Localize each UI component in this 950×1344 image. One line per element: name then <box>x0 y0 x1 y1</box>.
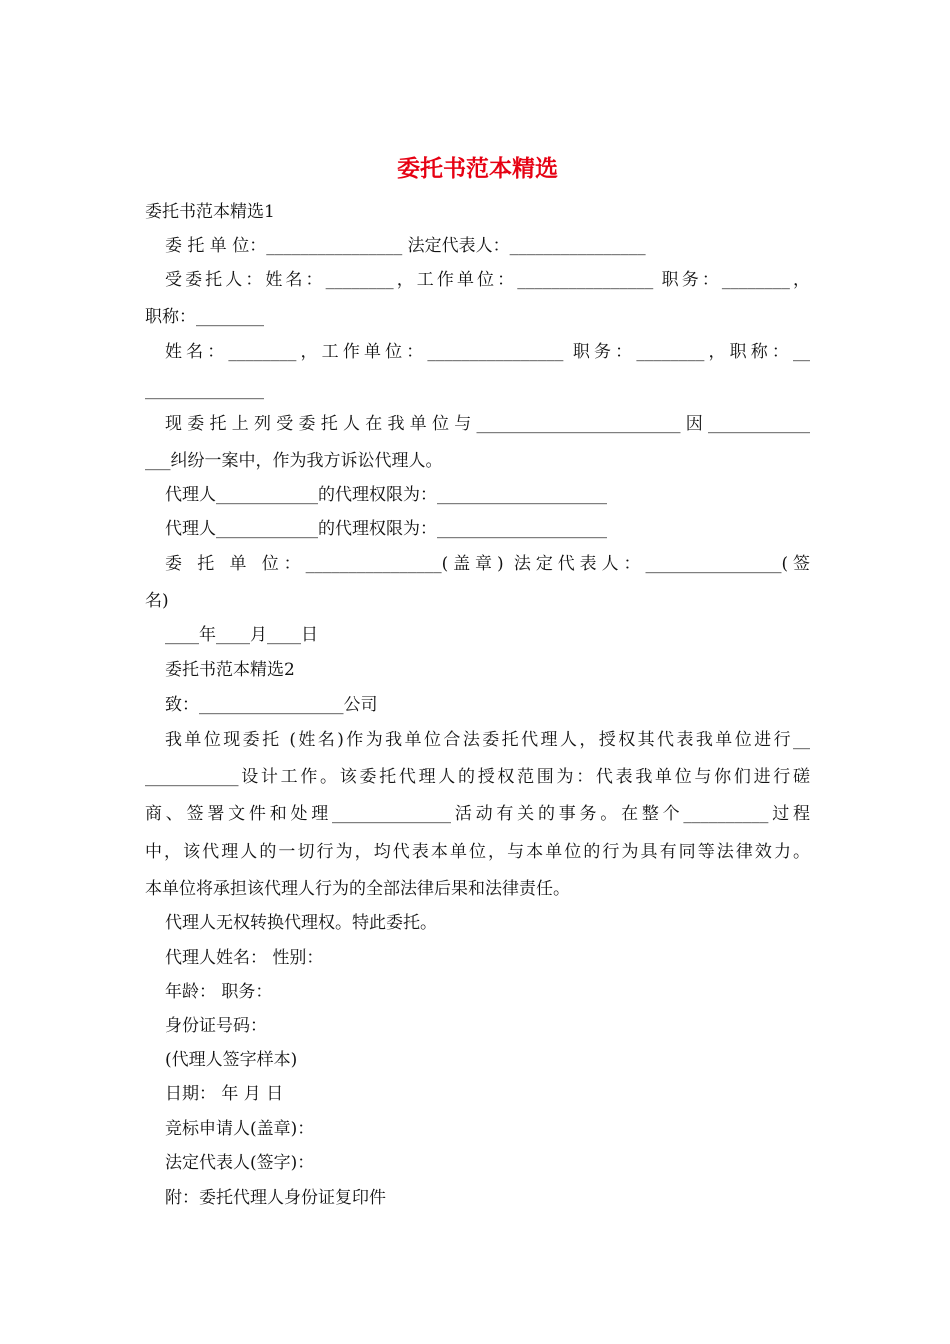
agent2-line: 姓名：________，工作单位：________________ 职务：________，职称：__ <box>165 342 810 362</box>
authorization-paragraph-line-3: 商、签署文件和处理______________活动有关的事务。在整个__________过程 <box>145 804 810 824</box>
agent1-line: 受委托人：姓名：________，工作单位：________________ 职务：________， <box>165 270 810 290</box>
legal-rep-signature-line: 法定代表人(签字)： <box>165 1153 315 1173</box>
attachment-line: 附：委托代理人身份证复印件 <box>165 1188 386 1208</box>
addressee-line: 致：_________________公司 <box>165 695 378 715</box>
signature-sample-line: (代理人签字样本) <box>165 1050 298 1070</box>
agent2-title-line: ______________ <box>145 380 264 400</box>
client-line: 委 托 单 位：________________ 法定代表人：________________ <box>165 236 646 256</box>
signature-line: 委 托 单 位：________________(盖章) 法定代表人：________________(签 <box>165 554 810 574</box>
case-line-cont: ___纠纷一案中，作为我方诉讼代理人。 <box>145 451 443 471</box>
scope-line-1: 代理人____________的代理权限为：____________________ <box>165 485 607 505</box>
section1-heading: 委托书范本精选1 <box>145 202 275 222</box>
agent-age-post-line: 年龄： 职务： <box>165 982 273 1002</box>
date-line: ____年____月____日 <box>165 625 318 645</box>
no-transfer-line: 代理人无权转换代理权。特此委托。 <box>165 913 437 933</box>
applicant-seal-line: 竞标申请人(盖章)： <box>165 1119 315 1139</box>
document-title: 委托书范本精选 <box>397 155 558 182</box>
date-line-2: 日期： 年 月 日 <box>165 1084 284 1104</box>
agent1-title-line: 职称：________ <box>145 307 264 327</box>
agent-name-gender-line: 代理人姓名： 性别： <box>165 948 324 968</box>
signature-line-cont: 名) <box>145 591 169 611</box>
agent-id-line: 身份证号码： <box>165 1016 267 1036</box>
case-line: 现委托上列受委托人在我单位与________________________因____________ <box>165 414 810 434</box>
authorization-paragraph-line-4: 中，该代理人的一切行为，均代表本单位，与本单位的行为具有同等法律效力。 <box>145 842 810 862</box>
scope-line-2: 代理人____________的代理权限为：____________________ <box>165 519 607 539</box>
authorization-paragraph-line-2: ___________设计工作。该委托代理人的授权范围为：代表我单位与你们进行磋 <box>145 767 810 787</box>
authorization-paragraph-line-5: 本单位将承担该代理人行为的全部法律后果和法律责任。 <box>145 879 570 899</box>
authorization-paragraph-line-1: 我单位现委托 (姓名)作为我单位合法委托代理人，授权其代表我单位进行__ <box>165 730 810 750</box>
section2-heading: 委托书范本精选2 <box>165 660 295 680</box>
